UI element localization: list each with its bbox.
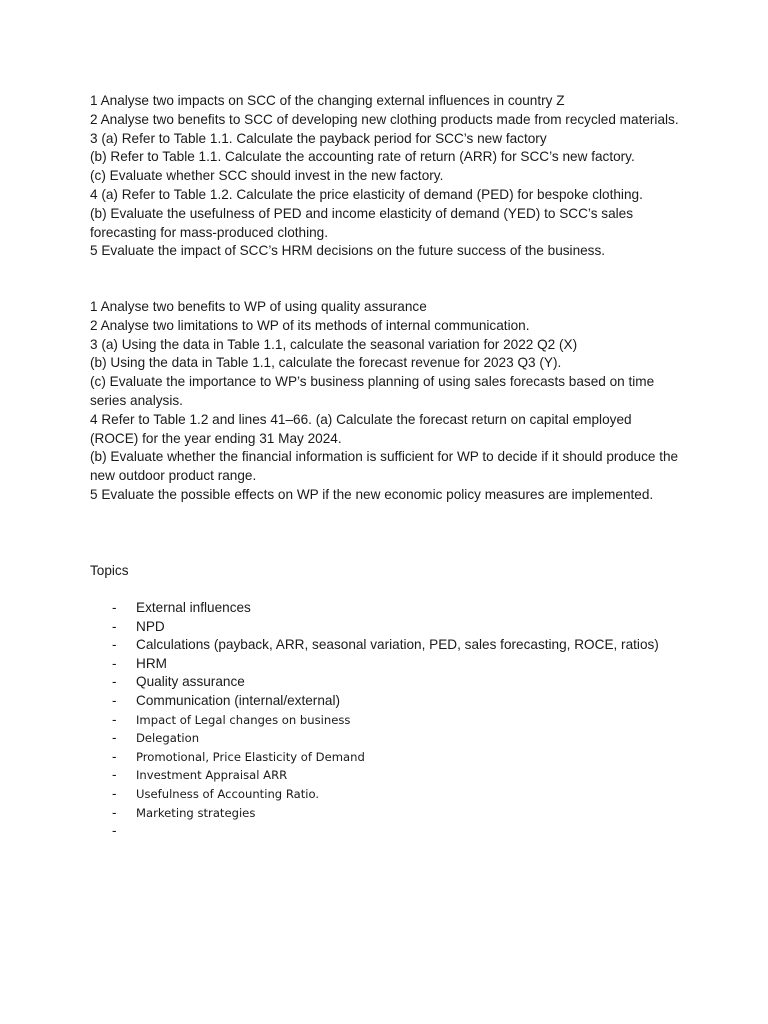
question-line: (b) Evaluate whether the financial information is sufficient for WP to decide if it should produce the new outdoor product range. [90,449,679,484]
question-line: 1 Analyse two impacts on SCC of the changing external influences in country Z [90,93,565,108]
topic-label: Impact of Legal changes on business [136,712,351,727]
topic-item [90,636,690,655]
question-line: 5 Evaluate the impact of SCC’s HRM decisions on the future success of the business. [90,243,606,259]
topic-item [90,804,690,823]
topic-label: Delegation [136,731,200,746]
dash-bullet: - [112,692,117,708]
question-line: 4 (a) Refer to Table 1.2. Calculate the price elasticity of demand (PED) for bespoke clothing. [90,186,643,202]
topic-label: Investment Appraisal ARR [136,768,288,783]
topic-label: Usefulness of Accounting Ratio. [136,786,320,801]
dash-bullet: - [112,600,117,615]
dash-bullet: - [112,748,117,764]
dash-bullet: - [112,823,117,839]
question-line: 3 (a) Refer to Table 1.1. Calculate the payback period for SCC’s new factory [90,130,547,146]
question-line: (c) Evaluate the importance to WP’s business planning of using sales forecasts based on time series analysis. [90,374,655,408]
dash-bullet: - [112,711,117,727]
topic-item [90,599,690,618]
dash-bullet: - [112,637,117,653]
question-line: 2 Analyse two limitations to WP of its methods of internal communication. [90,317,530,333]
topic-label: HRM [136,655,167,671]
topic-item [90,748,690,767]
topic-item [90,766,690,785]
topic-item [90,785,690,804]
topic-item [90,711,690,730]
topic-label: Quality assurance [136,674,245,690]
question-line: 4 Refer to Table 1.2 and lines 41–66. (a) Calculate the forecast return on capital employed (ROCE) for the year ending 31 May 2024. [90,411,632,446]
question-line: (b) Evaluate the usefulness of PED and income elasticity of demand (YED) to SCC’s sales forecasting for mass-produced clothing. [90,205,633,240]
question-line: 5 Evaluate the possible effects on WP if the new economic policy measures are implemented. [90,486,654,502]
question-line: 2 Analyse two benefits to SCC of developing new clothing products made from recycled materials. [90,111,679,127]
question-line: (b) Refer to Table 1.1. Calculate the accounting rate of return (ARR) for SCC’s new factory. [90,149,635,165]
scc-questions [90,92,680,261]
dash-bullet: - [112,674,117,690]
topic-item [90,729,690,748]
question-line: 3 (a) Using the data in Table 1.1, calculate the seasonal variation for 2022 Q2 (X) [90,336,578,352]
question-line: (c) Evaluate whether SCC should invest in the new factory. [90,168,444,184]
topic-label: Communication (internal/external) [136,692,340,708]
topics-heading: Topics [90,563,129,578]
dash-bullet: - [112,785,117,801]
dash-bullet: - [112,804,117,820]
topic-label: External influences [136,600,251,615]
topic-item [90,692,690,711]
question-line: 1 Analyse two benefits to WP of using quality assurance [90,299,427,314]
topic-item [90,618,690,637]
topic-label: Marketing strategies [136,805,256,820]
topic-item [90,673,690,692]
dash-bullet: - [112,767,117,783]
dash-bullet: - [112,618,117,634]
topic-item [90,655,690,674]
wp-questions [90,298,680,505]
topic-label: Promotional, Price Elasticity of Demand [136,749,365,764]
topics-list [90,599,690,839]
topic-label: NPD [136,618,165,634]
dash-bullet: - [112,730,117,746]
topic-label: Calculations (payback, ARR, seasonal variation, PED, sales forecasting, ROCE, ratios) [136,637,659,653]
dash-bullet: - [112,655,117,671]
question-line: (b) Using the data in Table 1.1, calculate the forecast revenue for 2023 Q3 (Y). [90,355,562,371]
